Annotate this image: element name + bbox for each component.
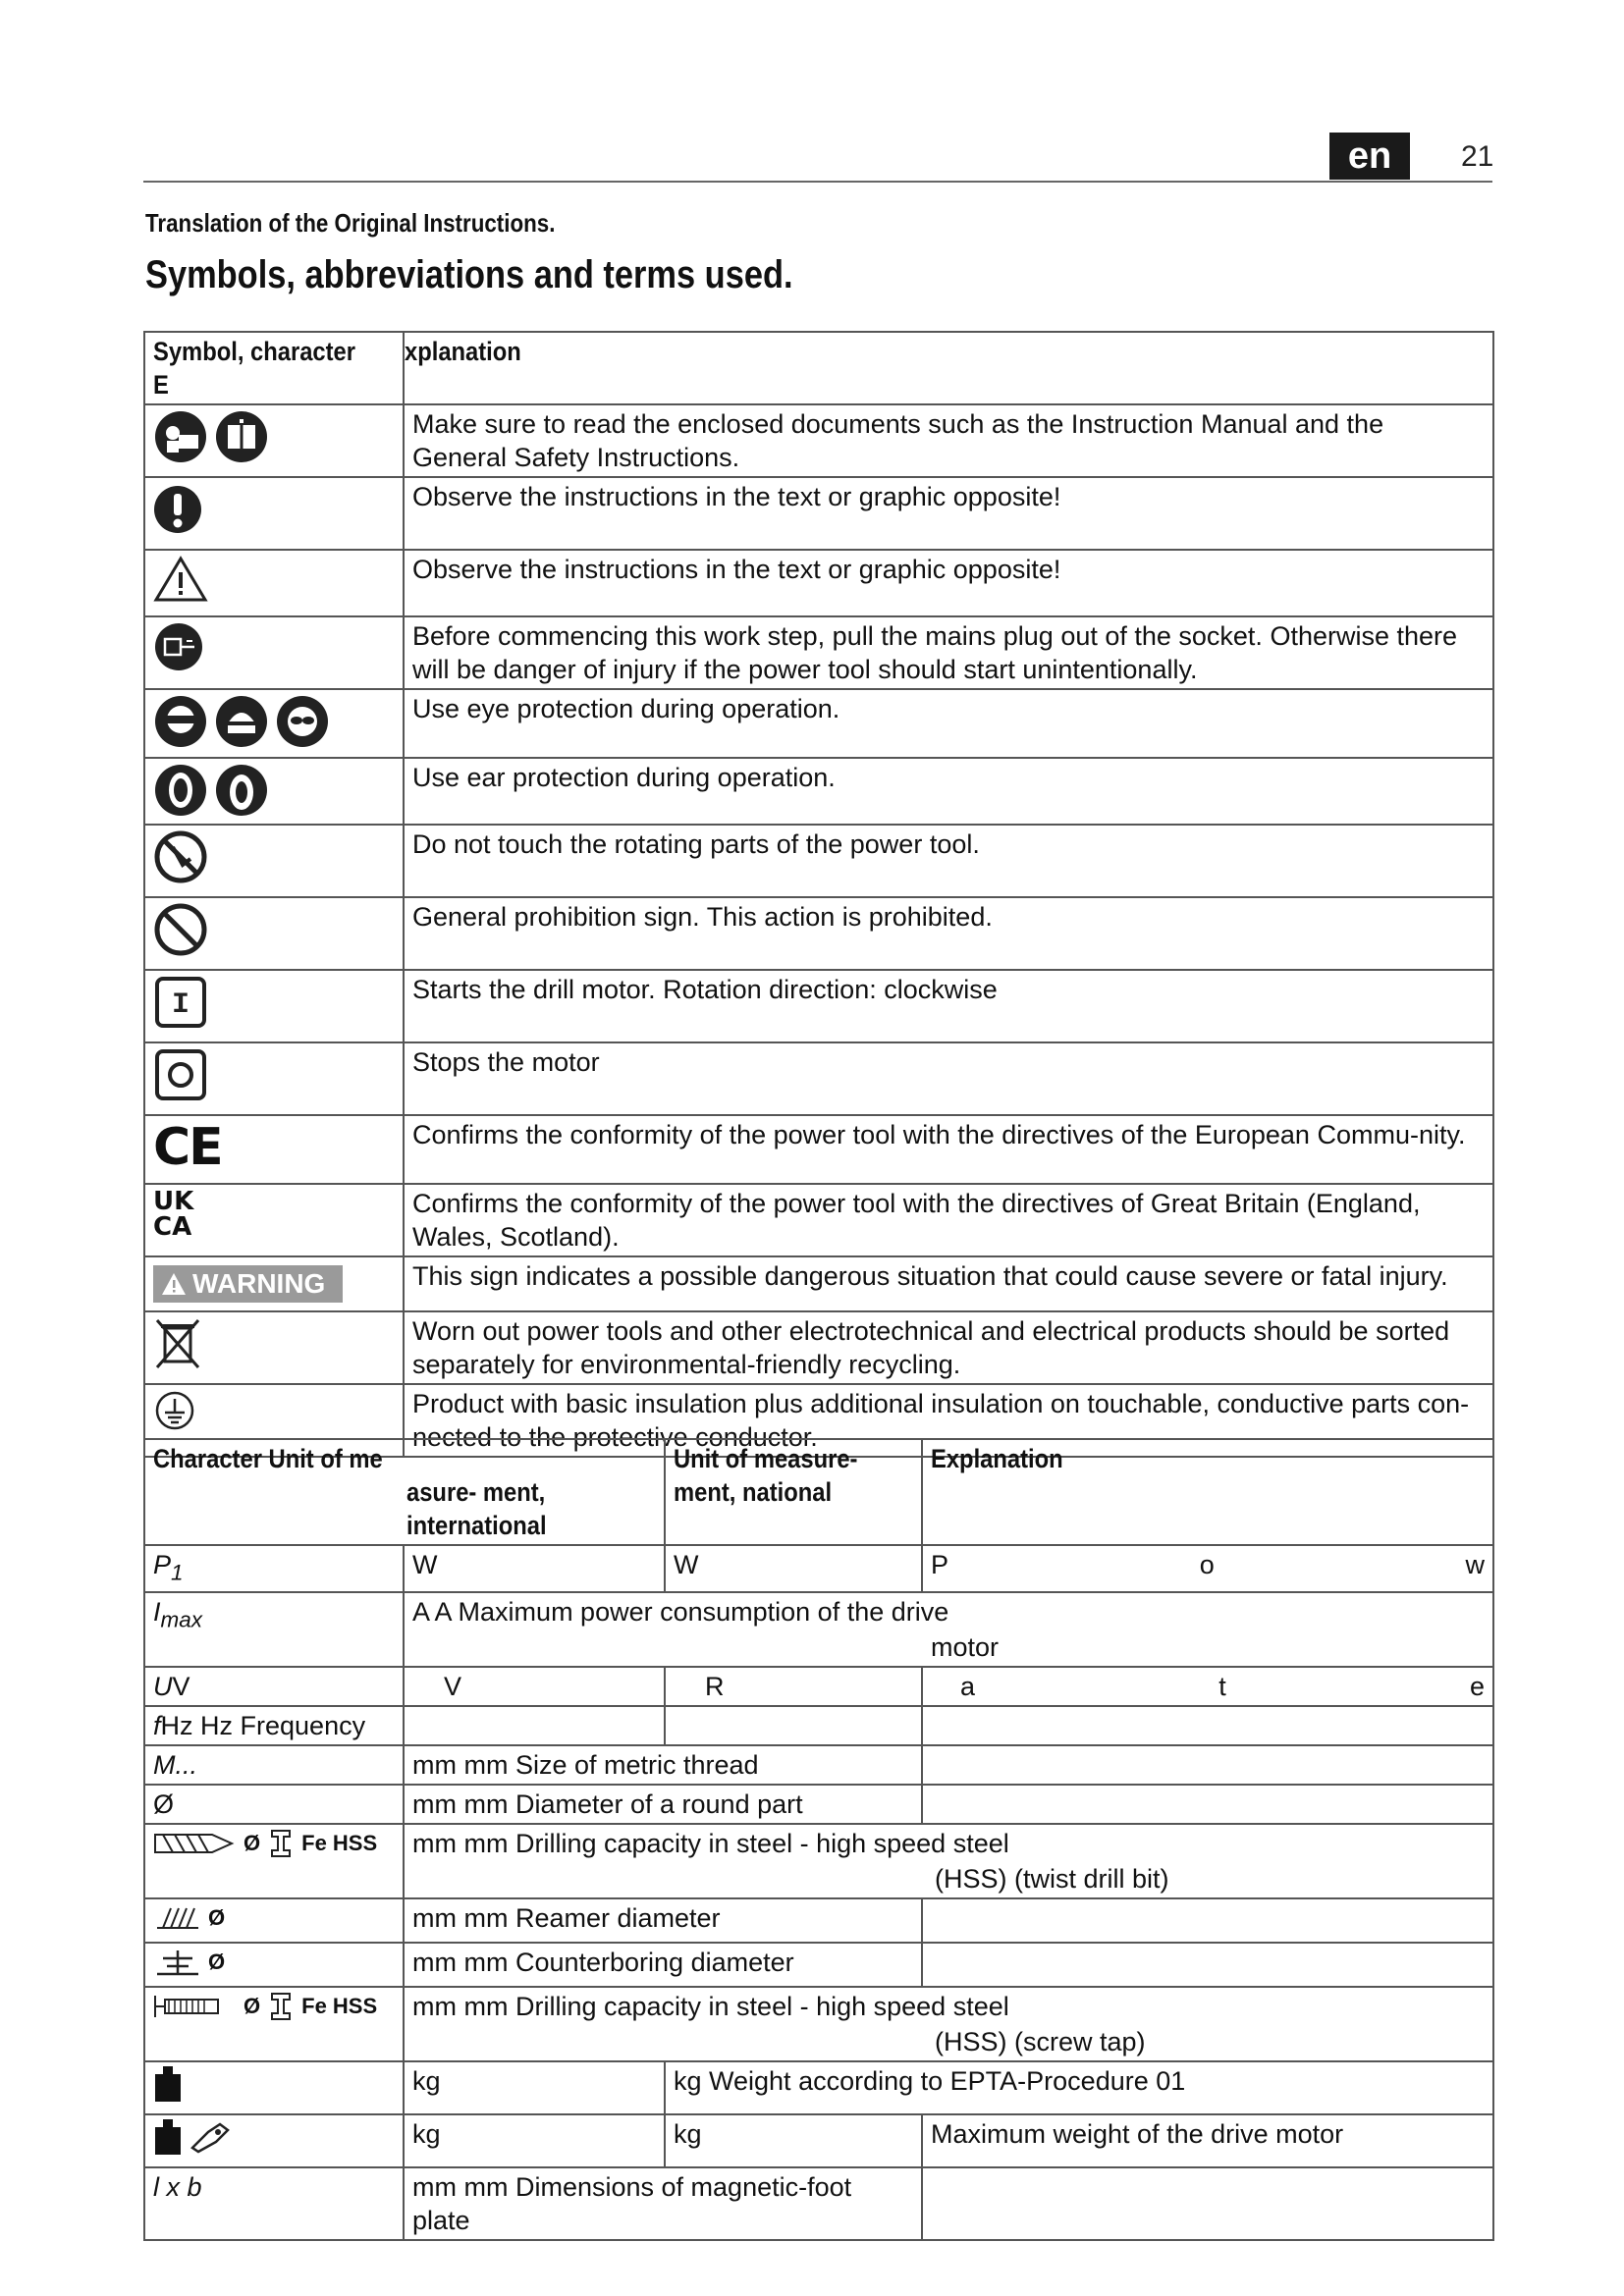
max-weight-motor-icon bbox=[153, 2117, 232, 2157]
protective-earth-icon bbox=[153, 1389, 196, 1432]
table-row bbox=[144, 897, 1493, 970]
explanation-cell: Starts the drill motor. Rotation direction: clockwise bbox=[404, 970, 1493, 1042]
table-row bbox=[144, 404, 1493, 477]
header-character: Character Unit of me bbox=[153, 1444, 383, 1473]
table-row bbox=[144, 550, 1493, 616]
weight-icon bbox=[153, 2064, 183, 2104]
table-row: Ø mm mm Reamer diameter bbox=[144, 1898, 1493, 1943]
screw-tap-steel-hss-icon: Ø Fe HSS bbox=[153, 1990, 377, 2023]
table-row: fHz Hz Frequency bbox=[144, 1706, 1493, 1745]
explanation-cell: Do not touch the rotating parts of the power tool. bbox=[404, 825, 1493, 897]
table-row bbox=[144, 970, 1493, 1042]
explanation-cell: This sign indicates a possible dangerous situation that could cause severe or fatal injury. bbox=[404, 1256, 1493, 1311]
table-row: kg kg Weight according to EPTA-Procedure 01 bbox=[144, 2061, 1493, 2114]
table-header-row bbox=[144, 332, 1493, 404]
start-motor-icon bbox=[153, 975, 208, 1030]
ear-protection-icon bbox=[153, 763, 208, 818]
face-shield-icon bbox=[214, 694, 269, 749]
eye-protection-icon bbox=[153, 694, 208, 749]
explanation-cell: Make sure to read the enclosed documents such as the Instruction Manual and the General Safety Instructions. bbox=[404, 404, 1493, 477]
table-row: Ø Fe HSS mm mm Drilling capacity in steel - high speed steel (HSS) (screw tap) bbox=[144, 1987, 1493, 2061]
prohibition-icon bbox=[153, 902, 208, 957]
ukca-mark-icon: UK CA bbox=[153, 1187, 194, 1242]
ear-muffs-icon bbox=[214, 763, 269, 818]
safety-glasses-icon bbox=[275, 694, 330, 749]
header-explanation: Explanation bbox=[922, 1439, 1493, 1545]
svg-text:I: I bbox=[171, 988, 190, 1022]
header-symbol: Symbol, character E bbox=[144, 332, 404, 404]
unplug-mains-icon bbox=[153, 621, 204, 672]
counterbore-icon: Ø bbox=[153, 1946, 225, 1979]
table-row: l x b mm mm Dimensions of magnetic-foot plate bbox=[144, 2167, 1493, 2240]
explanation-cell: Worn out power tools and other electrotechnical and electrical products should be sorted separately for environmental-friendly recycling. bbox=[404, 1311, 1493, 1384]
page-number: 21 bbox=[1461, 140, 1494, 173]
table-row bbox=[144, 1184, 1493, 1256]
units-table bbox=[143, 1438, 1494, 2241]
table-row: UV V R a t e bbox=[144, 1667, 1493, 1706]
table-row bbox=[144, 477, 1493, 550]
table-row bbox=[144, 758, 1493, 825]
explanation-cell: Confirms the conformity of the power tool with the directives of Great Britain (England, Wales, Scotland). bbox=[404, 1184, 1493, 1256]
explanation-cell: Confirms the conformity of the power tool with the directives of the European Commu-nity. bbox=[404, 1115, 1493, 1184]
explanation-cell: Stops the motor bbox=[404, 1042, 1493, 1115]
table-row: $P_1$ W W P o w bbox=[144, 1545, 1493, 1592]
table-header-row bbox=[144, 1439, 1493, 1545]
table-row: Ø mm mm Counterboring diameter bbox=[144, 1943, 1493, 1987]
table-row bbox=[144, 616, 1493, 689]
table-row bbox=[144, 1042, 1493, 1115]
table-row: kg kg Maximum weight of the drive motor bbox=[144, 2114, 1493, 2167]
explanation-cell: Before commencing this work step, pull the mains plug out of the socket. Otherwise there will be danger of injury if the power tool should start unintentionally. bbox=[404, 616, 1493, 689]
symbols-table bbox=[143, 331, 1494, 1458]
table-row bbox=[144, 1115, 1493, 1184]
page-title: Symbols, abbreviations and terms used. bbox=[145, 253, 793, 296]
warning-label: WARNING bbox=[153, 1265, 343, 1303]
reamer-icon: Ø bbox=[153, 1901, 225, 1935]
explanation-cell: General prohibition sign. This action is prohibited. bbox=[404, 897, 1493, 970]
explanation-cell: Use ear protection during operation. bbox=[404, 758, 1493, 825]
do-not-touch-icon bbox=[153, 829, 208, 884]
table-row: Ø Fe HSS mm mm Drilling capacity in steel - high speed steel (HSS) (twist drill bit) bbox=[144, 1824, 1493, 1898]
table-row: Ø mm mm Diameter of a round part bbox=[144, 1785, 1493, 1824]
warning-triangle-icon bbox=[161, 1272, 187, 1296]
drill-steel-hss-icon: Ø Fe HSS bbox=[153, 1827, 377, 1860]
header-unit-national: Unit of measure- ment, national bbox=[665, 1439, 922, 1545]
mandatory-exclamation-icon bbox=[153, 482, 202, 537]
book-icon bbox=[214, 409, 269, 464]
table-row bbox=[144, 1311, 1493, 1384]
ce-mark-icon: CE bbox=[153, 1118, 222, 1177]
weee-crossed-bin-icon bbox=[153, 1316, 202, 1371]
language-badge: en bbox=[1329, 133, 1410, 180]
header-rule bbox=[143, 181, 1492, 183]
stop-motor-icon bbox=[153, 1047, 208, 1102]
table-row bbox=[144, 689, 1493, 758]
warning-triangle-icon bbox=[153, 555, 208, 604]
header-unit-international: asure- ment, international bbox=[406, 1477, 547, 1540]
explanation-cell: Product with basic insulation plus additional insulation on touchable, conductive parts con-nected to the protective conductor. bbox=[404, 1384, 1493, 1457]
document-subtitle: Translation of the Original Instructions. bbox=[145, 208, 556, 238]
table-row: $I_{max}$ A A Maximum power consumption of the drive motor bbox=[144, 1592, 1493, 1667]
table-row: M... mm mm Size of metric thread bbox=[144, 1745, 1493, 1785]
read-manual-icon bbox=[153, 409, 208, 464]
table-row bbox=[144, 1256, 1493, 1311]
explanation-cell: Observe the instructions in the text or graphic opposite! bbox=[404, 550, 1493, 616]
table-row bbox=[144, 825, 1493, 897]
header-explanation: xplanation bbox=[404, 332, 1493, 404]
explanation-cell: Use eye protection during operation. bbox=[404, 689, 1493, 758]
explanation-cell: Observe the instructions in the text or graphic opposite! bbox=[404, 477, 1493, 550]
